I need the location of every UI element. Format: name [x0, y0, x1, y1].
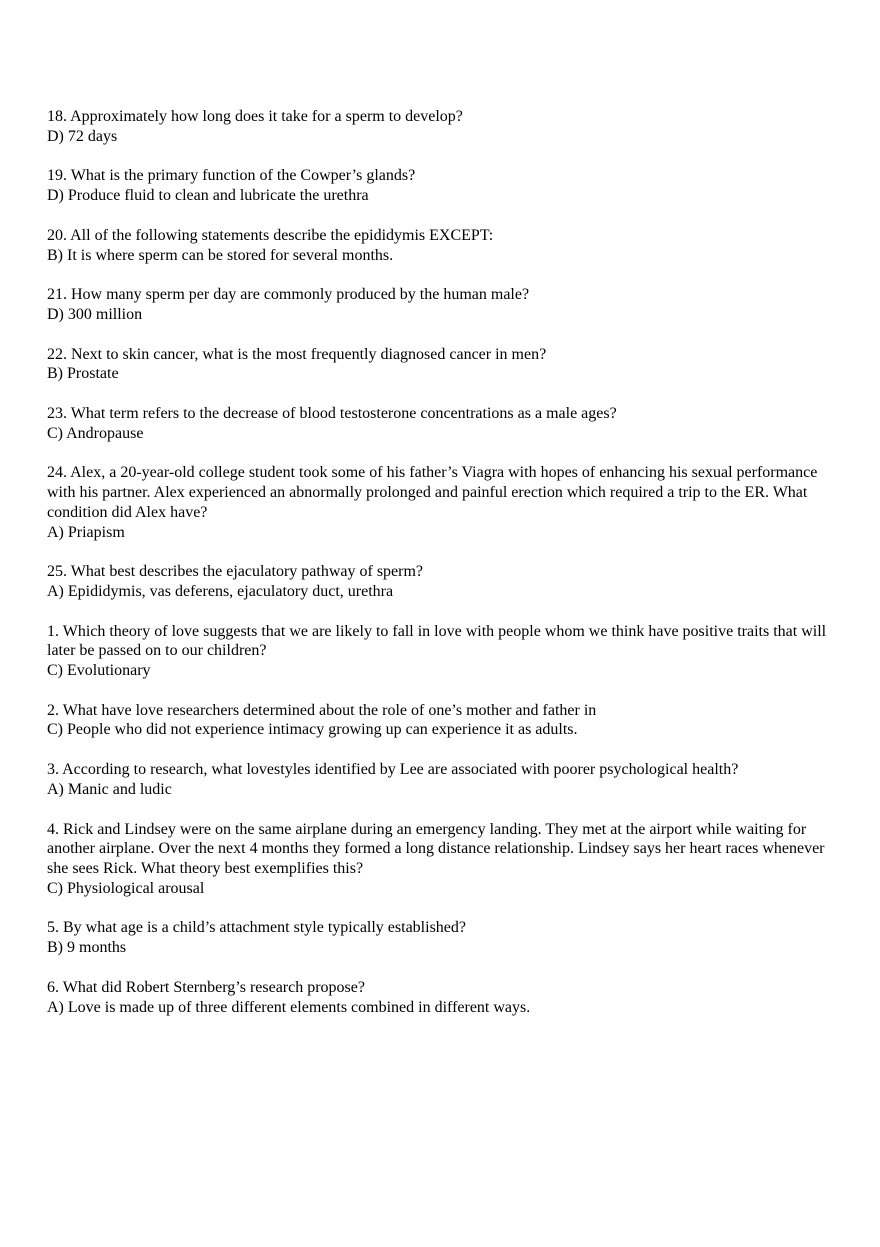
qa-item — [47, 107, 847, 146]
qa-item — [47, 404, 847, 443]
answer-text: A) Manic and ludic — [47, 780, 172, 798]
answer-text: A) Love is made up of three different elements combined in different ways. — [47, 998, 531, 1016]
question-text: 21. How many sperm per day are commonly produced by the human male? — [47, 286, 530, 304]
question-text: 22. Next to skin cancer, what is the most frequently diagnosed cancer in men? — [47, 345, 547, 363]
question-text: 23. What term refers to the decrease of blood testosterone concentrations as a male ages? — [47, 405, 617, 423]
qa-item — [47, 166, 847, 205]
answer-text: B) Prostate — [47, 365, 119, 383]
qa-item — [47, 918, 847, 957]
answer-text: A) Epididymis, vas deferens, ejaculatory duct, urethra — [47, 582, 394, 600]
question-text: 4. Rick and Lindsey were on the same airplane during an emergency landing. They met at the airport while waiting for another airplane. Over the next 4 months they formed a long distance relationship. Lindsey says her heart races whenever she sees Rick. What theory best exemplifies this? — [47, 820, 825, 877]
qa-item — [47, 226, 847, 265]
answer-text: B) It is where sperm can be stored for several months. — [47, 246, 394, 264]
qa-item — [47, 820, 847, 899]
question-text: 20. All of the following statements describe the epididymis EXCEPT: — [47, 226, 494, 244]
qa-item — [47, 345, 847, 384]
qa-item — [47, 760, 847, 799]
answer-text: C) Physiological arousal — [47, 879, 205, 897]
question-text: 24. Alex, a 20-year-old college student took some of his father’s Viagra with hopes of enhancing his sexual performance with his partner. Alex experienced an abnormally prolonged and painful erection which required a trip to the ER. What condition did Alex have? — [47, 464, 818, 521]
question-text: 19. What is the primary function of the Cowper’s glands? — [47, 167, 416, 185]
qa-item — [47, 562, 847, 601]
qa-item — [47, 701, 847, 740]
answer-text: C) Evolutionary — [47, 662, 151, 680]
answer-text: D) Produce fluid to clean and lubricate the urethra — [47, 187, 369, 205]
qa-item — [47, 463, 847, 542]
answer-text: D) 300 million — [47, 305, 143, 323]
question-text: 1. Which theory of love suggests that we are likely to fall in love with people whom we think have positive traits that will later be passed on to our children? — [47, 622, 827, 660]
question-text: 3. According to research, what lovestyles identified by Lee are associated with poorer psychological health? — [47, 761, 739, 779]
question-text: 5. By what age is a child’s attachment style typically established? — [47, 919, 466, 937]
question-text: 6. What did Robert Sternberg’s research propose? — [47, 978, 365, 996]
question-answer-list — [47, 107, 847, 1037]
question-text: 2. What have love researchers determined about the role of one’s mother and father in — [47, 701, 597, 719]
answer-text: C) Andropause — [47, 424, 144, 442]
answer-text: C) People who did not experience intimacy growing up can experience it as adults. — [47, 721, 578, 739]
question-text: 25. What best describes the ejaculatory pathway of sperm? — [47, 563, 424, 581]
qa-item — [47, 622, 847, 681]
qa-item — [47, 978, 847, 1017]
qa-item — [47, 285, 847, 324]
answer-text: A) Priapism — [47, 523, 125, 541]
answer-text: B) 9 months — [47, 939, 127, 957]
question-text: 18. Approximately how long does it take for a sperm to develop? — [47, 108, 463, 125]
answer-text: D) 72 days — [47, 127, 118, 145]
